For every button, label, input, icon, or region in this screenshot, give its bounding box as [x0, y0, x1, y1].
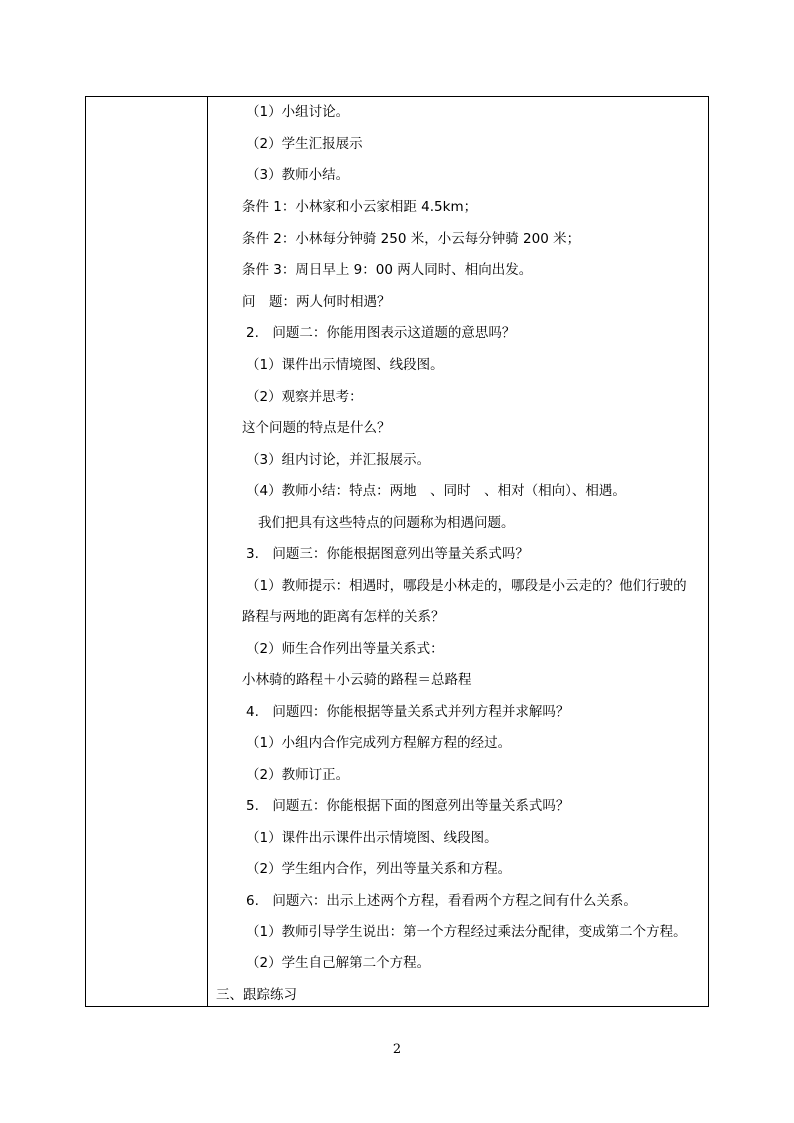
sub-step-group-discuss-report: （3）组内讨论，并汇报展示。 — [246, 452, 431, 468]
meeting-problem-definition: 我们把具有这些特点的问题称为相遇问题。 — [258, 515, 515, 531]
sub-step-joint-relation: （2）师生合作列出等量关系式： — [246, 641, 444, 657]
equality-relation: 小林骑的路程＋小云骑的路程＝总路程 — [242, 672, 472, 688]
problem-question: 问 题：两人何时相遇？ — [242, 294, 391, 310]
condition-1: 条件 1：小林家和小云家相距 4.5km； — [242, 199, 478, 215]
question-three-heading: 3. 问题三：你能根据图意列出等量关系式吗？ — [246, 546, 529, 562]
sub-step-student-solve: （2）学生自己解第二个方程。 — [246, 955, 431, 971]
sub-step-teacher-summary: （3）教师小结。 — [246, 167, 350, 183]
sub-step-teacher-hint: （1）教师提示：相遇时，哪段是小林走的，哪段是小云走的？他们行驶的 — [246, 578, 687, 594]
sub-step-group-discussion: （1）小组讨论。 — [246, 104, 350, 120]
sub-step-teacher-features: （4）教师小结：特点：两地 、同时 、相对（相向）、相遇。 — [246, 483, 626, 499]
sub-step-group-equation: （1）小组内合作完成列方程解方程的经过。 — [246, 735, 512, 751]
question-four-heading: 4. 问题四：你能根据等量关系式并列方程并求解吗？ — [246, 704, 570, 720]
sub-step-teacher-correct: （2）教师订正。 — [246, 767, 350, 783]
condition-3: 条件 3：周日早上 9：00 两人同时、相向出发。 — [242, 262, 533, 278]
section-three-heading: 三、跟踪练习 — [216, 987, 297, 1003]
sub-step-group-equations: （2）学生组内合作，列出等量关系和方程。 — [246, 861, 512, 877]
lesson-table — [85, 96, 709, 1007]
sub-step-show-diagrams-2: （1）课件出示课件出示情境图、线段图。 — [246, 830, 498, 846]
question-six-heading: 6. 问题六：出示上述两个方程，看看两个方程之间有什么关系。 — [246, 893, 637, 909]
question-two-heading: 2. 问题二：你能用图表示这道题的意思吗？ — [246, 325, 516, 341]
condition-2: 条件 2：小林每分钟骑 250 米，小云每分钟骑 200 米； — [242, 231, 581, 247]
sub-step-teacher-guide: （1）教师引导学生说出：第一个方程经过乘法分配律，变成第二个方程。 — [246, 924, 687, 940]
sub-step-observe-think: （2）观察并思考： — [246, 389, 363, 405]
question-five-heading: 5. 问题五：你能根据下面的图意列出等量关系式吗？ — [246, 798, 570, 814]
teacher-hint-continued: 路程与两地的距离有怎样的关系？ — [242, 609, 445, 625]
sub-step-show-diagrams: （1）课件出示情境图、线段图。 — [246, 357, 444, 373]
question-features: 这个问题的特点是什么？ — [242, 420, 391, 436]
content-column-cell — [208, 97, 708, 1006]
sub-step-student-report: （2）学生汇报展示 — [246, 136, 363, 152]
left-column-cell — [86, 97, 208, 1006]
page-number: 2 — [392, 1042, 402, 1057]
